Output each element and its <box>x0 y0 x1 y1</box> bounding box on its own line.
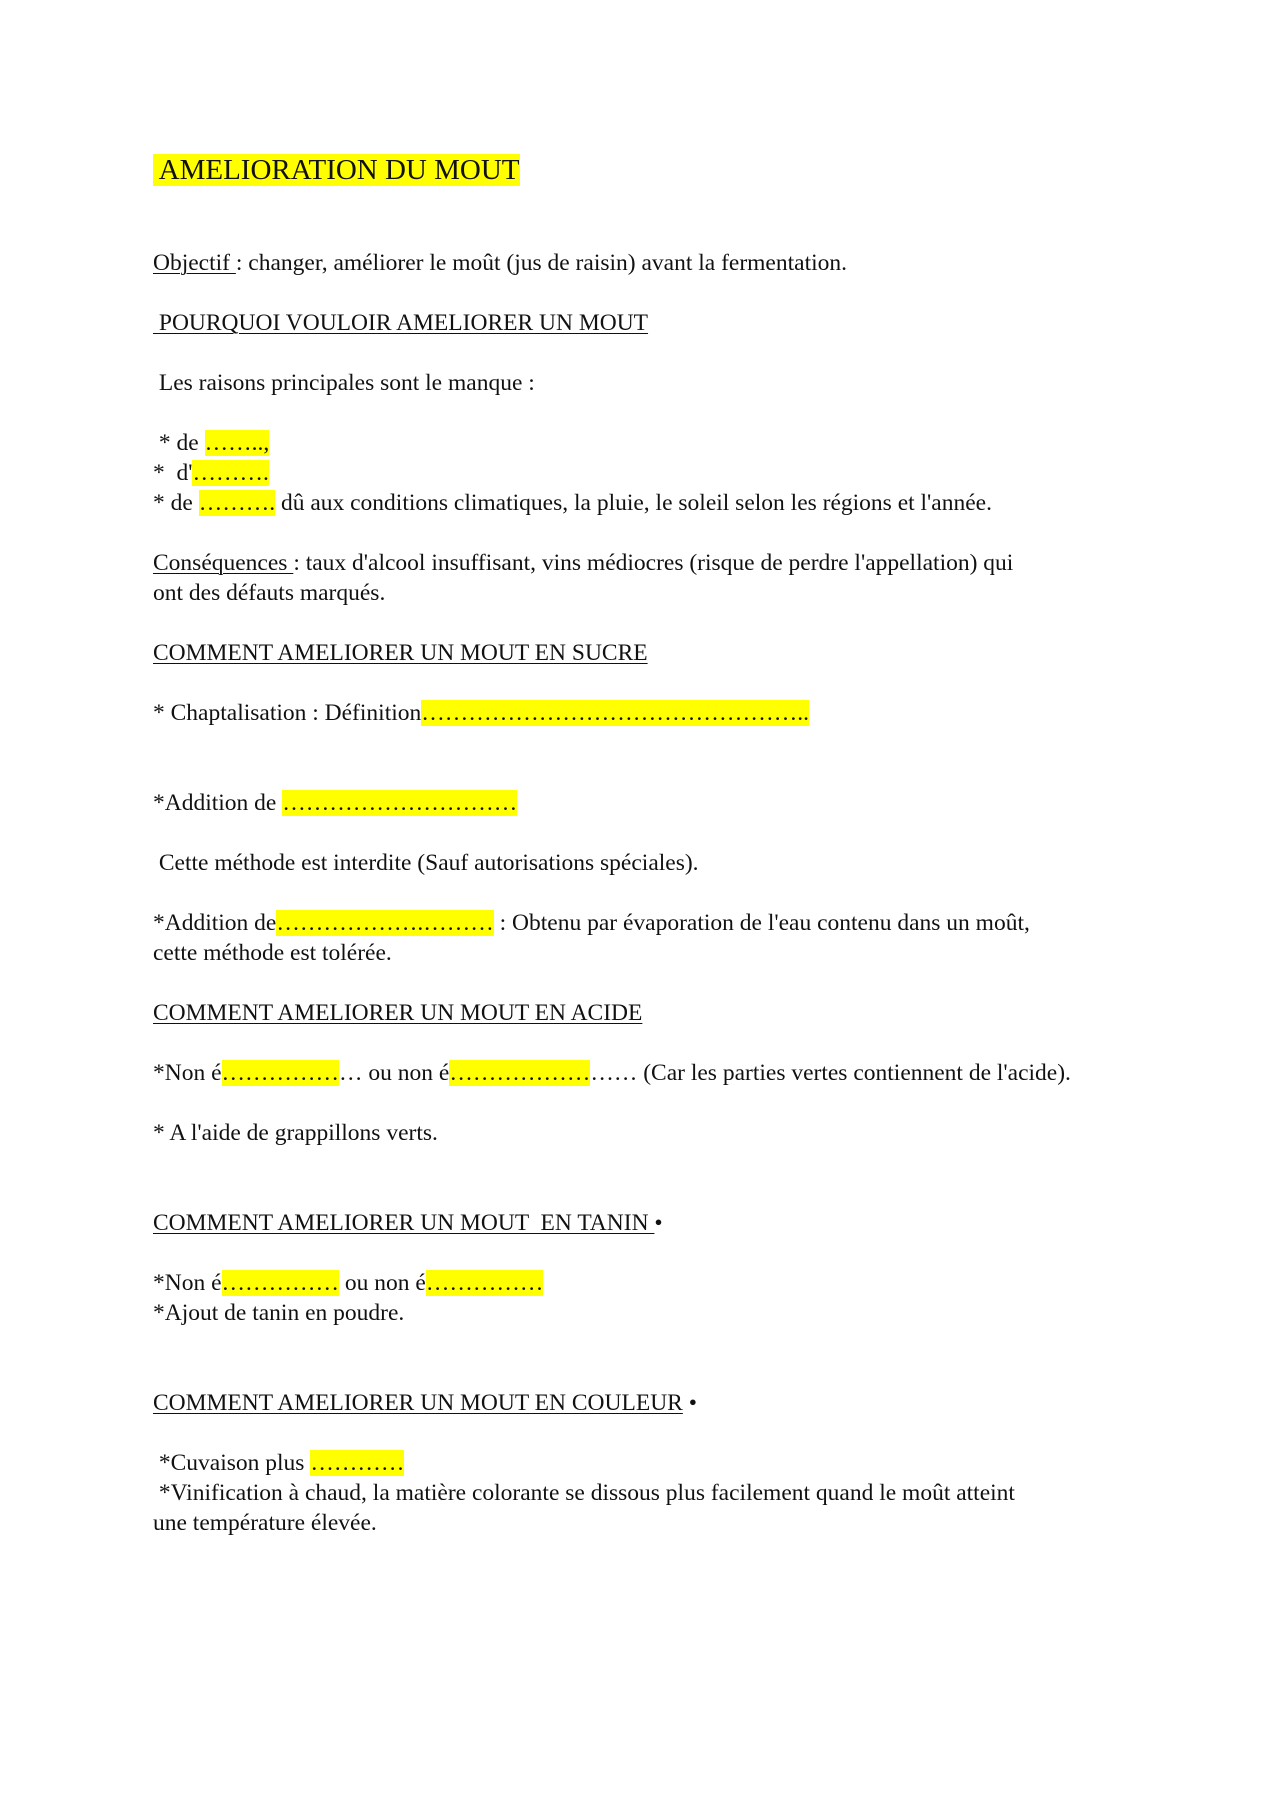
document-title <box>153 152 520 188</box>
raison-prefix: * de <box>153 490 199 516</box>
chaptalisation-prefix: * Chaptalisation : Définition <box>153 700 422 726</box>
raison-line-3 <box>153 488 992 518</box>
raison-blank: …….., <box>204 430 270 456</box>
tanin-text: ou non é <box>339 1270 426 1296</box>
bullet-icon: • <box>682 1390 697 1416</box>
acide-text: *Non é <box>153 1060 222 1086</box>
grappillons-line: * A l'aide de grappillons verts. <box>153 1120 438 1146</box>
heading-sucre <box>153 638 648 668</box>
vinification-line-2: une température élevée. <box>153 1510 377 1536</box>
raison-prefix: * de <box>153 430 205 456</box>
objectif-label: Objectif <box>153 250 236 276</box>
addition-blank: ………………………… <box>282 790 518 816</box>
raisons-intro: Les raisons principales sont le manque : <box>153 370 535 396</box>
heading-pourquoi-text: POURQUOI VOULOIR AMELIORER UN MOUT <box>153 310 649 336</box>
raison-blank: ………. <box>198 490 276 516</box>
consequences-label: Conséquences <box>153 550 294 576</box>
consequences-line-1 <box>153 548 1013 578</box>
tanin-ajout-line: *Ajout de tanin en poudre. <box>153 1300 405 1326</box>
tanin-blank: …………… <box>425 1270 544 1296</box>
raison-prefix: * d' <box>153 460 193 486</box>
addition-prefix: *Addition de <box>153 790 283 816</box>
addition-line-1 <box>153 788 517 818</box>
addition-line-2-cont: cette méthode est tolérée. <box>153 940 392 966</box>
vinification-line-1: *Vinification à chaud, la matière colorante se dissous plus facilement quand le moût atteint <box>153 1480 1015 1506</box>
heading-acide <box>153 998 642 1028</box>
raison-blank: ………. <box>192 460 269 486</box>
heading-tanin-text: COMMENT AMELIORER UN MOUT EN TANIN <box>153 1210 655 1236</box>
tanin-line <box>153 1268 543 1298</box>
acide-text: …… (Car les parties vertes contiennent de l'acide). <box>590 1060 1071 1086</box>
consequences-text: : taux d'alcool insuffisant, vins médiocres (risque de perdre l'appellation) qui <box>293 550 1014 576</box>
chaptalisation-line <box>153 698 809 728</box>
acide-blank: …………… <box>221 1060 340 1086</box>
heading-pourquoi <box>153 308 648 338</box>
addition-suffix: : Obtenu par évaporation de l'eau contenu dans un moût, <box>493 910 1030 936</box>
tanin-blank: …………… <box>221 1270 340 1296</box>
cuvaison-blank: ………… <box>310 1450 405 1476</box>
raison-line-1 <box>153 428 269 458</box>
acide-blank: ……………… <box>449 1060 591 1086</box>
objectif-text: : changer, améliorer le moût (jus de raisin) avant la fermentation. <box>235 250 848 276</box>
bullet-icon: • <box>654 1210 663 1236</box>
raison-suffix: dû aux conditions climatiques, la pluie, le soleil selon les régions et l'année. <box>275 490 992 516</box>
interdite-line: Cette méthode est interdite (Sauf autorisations spéciales). <box>153 850 699 876</box>
addition-line-2 <box>153 908 1030 938</box>
addition-prefix: *Addition de <box>153 910 277 936</box>
heading-couleur-text: COMMENT AMELIORER UN MOUT EN COULEUR <box>153 1390 683 1416</box>
raison-line-2 <box>153 458 269 488</box>
heading-tanin <box>153 1208 663 1238</box>
cuvaison-line <box>153 1448 404 1478</box>
acide-line <box>153 1058 1071 1088</box>
objectif-paragraph <box>153 248 847 278</box>
consequences-line-2: ont des défauts marqués. <box>153 580 386 606</box>
heading-couleur <box>153 1388 697 1418</box>
cuvaison-prefix: *Cuvaison plus <box>153 1450 311 1476</box>
heading-sucre-text: COMMENT AMELIORER UN MOUT EN SUCRE <box>153 640 648 666</box>
chaptalisation-blank: ………………………………………….. <box>421 700 810 726</box>
acide-text: … ou non é <box>339 1060 450 1086</box>
heading-acide-text: COMMENT AMELIORER UN MOUT EN ACIDE <box>153 1000 643 1026</box>
tanin-text: *Non é <box>153 1270 222 1296</box>
title-highlight: AMELIORATION DU MOUT <box>153 154 520 186</box>
addition-blank: ……………….……… <box>276 910 494 936</box>
